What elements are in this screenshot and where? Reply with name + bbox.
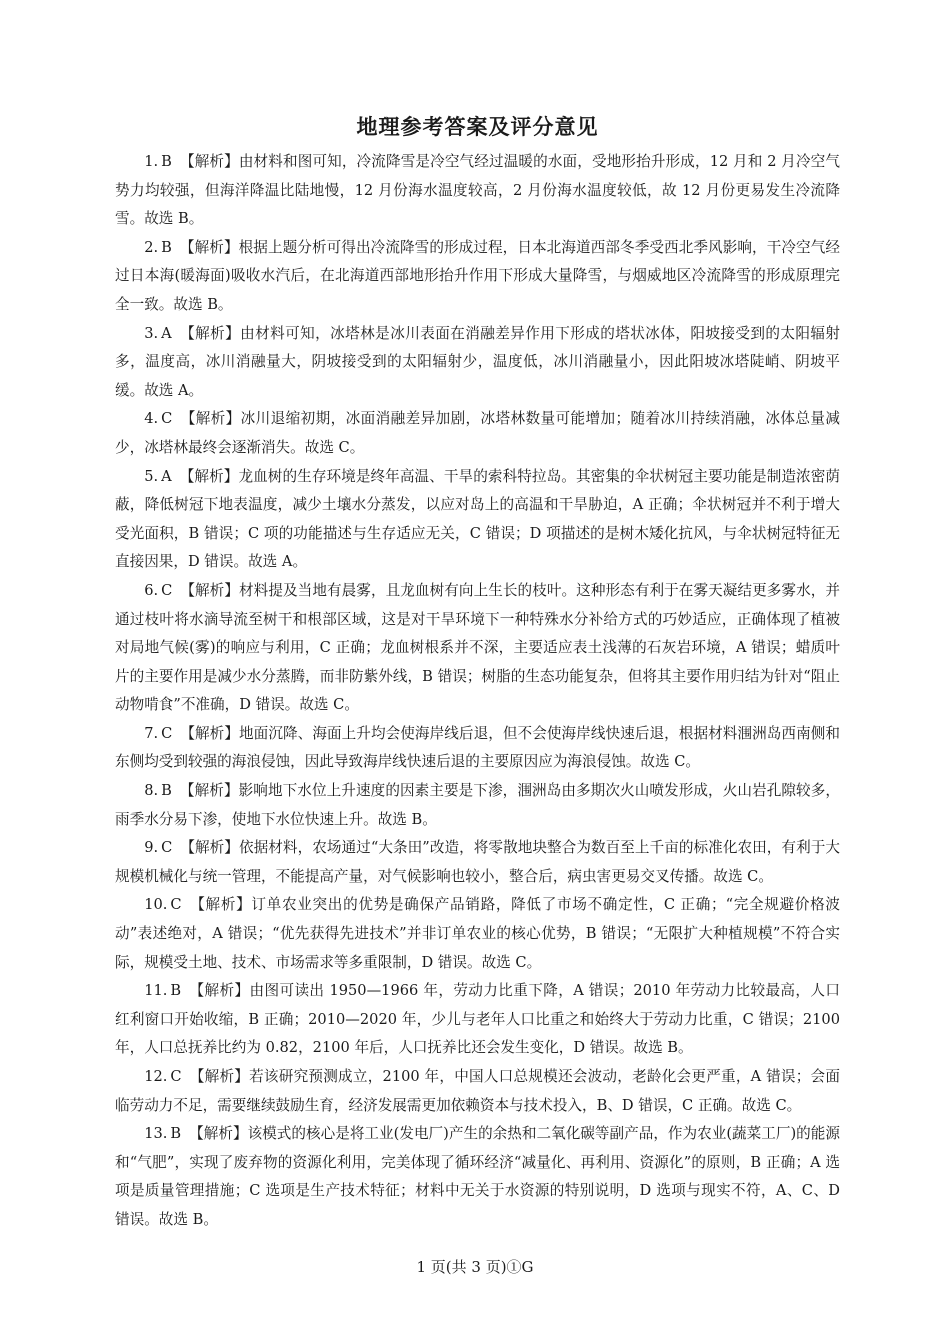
answer-letter: B — [170, 1125, 182, 1143]
analysis-tag: 【解析】 — [189, 1125, 248, 1143]
question-number: 11. — [144, 982, 168, 1000]
analysis-text: 订单农业突出的优势是确保产品销路，降低了市场不确定性，C 正确；“完全规避价格波动”表述绝对，A 错误；“优先获得先进技术”并非订单农业的核心优势，B 错误；“无限扩大种植规模”不符合实际，规模受土地、技术、市场需求等多重限制，D 错误。故选 C。 — [115, 896, 840, 971]
answer-item — [115, 834, 840, 891]
answer-item — [115, 405, 840, 462]
answer-item — [115, 1120, 840, 1234]
answer-letter: B — [161, 782, 172, 800]
answer-item — [115, 148, 840, 234]
analysis-tag: 【解析】 — [179, 467, 239, 485]
question-number: 12. — [144, 1068, 168, 1085]
analysis-tag: 【解析】 — [180, 839, 239, 857]
analysis-text: 由材料可知，冰塔林是冰川表面在消融差异作用下形成的塔状冰体，阳坡接受到的太阳辐射多，温度高，冰川消融量大，阴坡接受到的太阳辐射少，温度低，冰川消融量小，因此阳坡冰塔陡峭、阴坡平缓。故选 A。 — [115, 324, 840, 399]
analysis-text: 依据材料，农场通过“大条田”改造，将零散地块整合为数百至上千亩的标准化农田，有利于大规模机械化与统一管理，不能提高产量，对气候影响也较小，整合后，病虫害更易交叉传播。故选 C。 — [115, 839, 840, 885]
question-number: 7. — [144, 724, 159, 742]
question-number: 10. — [144, 896, 168, 914]
analysis-tag: 【解析】 — [189, 896, 252, 914]
analysis-text: 影响地下水位上升速度的因素主要是下渗，涠洲岛由多期次火山喷发形成，火山岩孔隙较多，雨季水分易下渗，使地下水位快速上升。故选 B。 — [115, 782, 840, 828]
answer-item — [115, 720, 840, 777]
analysis-tag: 【解析】 — [179, 238, 239, 256]
answer-letter: C — [170, 896, 182, 914]
answer-letter: B — [170, 982, 182, 1000]
analysis-tag: 【解析】 — [179, 153, 239, 170]
question-number: 2. — [144, 238, 159, 256]
analysis-tag: 【解析】 — [180, 724, 240, 742]
answer-item — [115, 463, 840, 577]
answer-item — [115, 977, 840, 1063]
analysis-text: 龙血树的生存环境是终年高温、干旱的索科特拉岛。其密集的伞状树冠主要功能是制造浓密荫蔽，降低树冠下地表温度，减少土壤水分蒸发，以应对岛上的高温和干旱胁迫，A 正确；伞状树冠并不利于增大受光面积，B 错误；C 项的功能描述与生存适应无关，C 错误；D 项描述的是树木矮化抗风，与伞状树冠特征无直接因果，D 错误。故选 A。 — [115, 467, 840, 571]
answer-item — [115, 1063, 840, 1120]
analysis-text: 由图可读出 1950—1966 年，劳动力比重下降，A 错误；2010 年劳动力比较最高，人口红利窗口开始收缩，B 正确；2010—2020 年，少儿与老年人口比重之和始终大于劳动力比重，C 错误；2100 年，人口总抚养比约为 0.82，2100 年后，人口抚养比还会发生变化，D 错误。故选 B。 — [115, 982, 840, 1057]
analysis-text: 材料提及当地有晨雾，且龙血树有向上生长的枝叶。这种形态有利于在雾天凝结更多雾水，并通过枝叶将水滴导流至树干和根部区域，这是对干旱环境下一种特殊水分补给方式的巧妙适应，正确体现了植被对局地气候(雾)的响应与利用，C 正确；龙血树根系并不深，主要适应表土浅薄的石灰岩环境，A 错误；蜡质叶片的主要作用是减少水分蒸腾，而非防紫外线，B 错误；树脂的生态功能复杂，但将其主要作用归结为针对“阻止动物啃食”不准确，D 错误。故选 C。 — [115, 581, 840, 714]
answer-item — [115, 891, 840, 977]
analysis-text: 根据上题分析可得出冷流降雪的形成过程，日本北海道西部冬季受西北季风影响，干冷空气经过日本海(暖海面)吸收水汽后，在北海道西部地形抬升作用下形成大量降雪，与烟威地区冷流降雪的形成原理完全一致。故选 B。 — [115, 238, 840, 313]
question-number: 3. — [144, 324, 159, 342]
answer-item — [115, 777, 840, 834]
answer-letter: C — [161, 724, 173, 742]
question-number: 5. — [144, 467, 159, 485]
page-title: 地理参考答案及评分意见 — [356, 114, 599, 139]
question-number: 6. — [144, 581, 159, 599]
answer-letter: C — [161, 410, 173, 428]
analysis-tag: 【解析】 — [179, 324, 241, 342]
analysis-text: 该模式的核心是将工业(发电厂)产生的余热和二氧化碳等副产品，作为农业(蔬菜工厂)的能源和“气肥”，实现了废弃物的资源化利用，完美体现了循环经济“减量化、再利用、资源化”的原则，B 正确；A 选项是质量管理措施；C 选项是生产技术特征；材料中无关于水资源的特别说明，D 选项与现实不符，A、C、D 错误。故选 B。 — [115, 1125, 840, 1228]
answer-letter: C — [161, 581, 173, 599]
question-number: 1. — [144, 153, 159, 170]
question-number: 4. — [144, 410, 159, 428]
analysis-tag: 【解析】 — [180, 410, 241, 428]
question-number: 13. — [144, 1125, 168, 1143]
analysis-text: 由材料和图可知，冷流降雪是冷空气经过温暖的水面，受地形抬升形成，12 月和 2 月冷空气势力均较强，但海洋降温比陆地慢，12 月份海水温度较高，2 月份海水温度较低，故 12 月份更易发生冷流降雪。故选 B。 — [115, 153, 840, 228]
analysis-text: 冰川退缩初期，冰面消融差异加剧，冰塔林数量可能增加；随着冰川持续消融，冰体总量减少，冰塔林最终会逐渐消失。故选 C。 — [115, 410, 840, 456]
answer-letter: C — [161, 839, 173, 857]
analysis-text: 若该研究预测成立，2100 年，中国人口总规模还会波动，老龄化会更严重，A 错误；会面临劳动力不足，需要继续鼓励生育，经济发展需更加依赖资本与技术投入，B、D 错误，C 正确。故选 C。 — [115, 1068, 840, 1114]
analysis-tag: 【解析】 — [180, 581, 240, 599]
answer-letter: C — [170, 1068, 182, 1085]
answer-letter: B — [161, 153, 172, 170]
answer-item — [115, 320, 840, 406]
analysis-text: 地面沉降、海面上升均会使海岸线后退，但不会使海岸线快速后退，根据材料涠洲岛西南侧和东侧均受到较强的海浪侵蚀，因此导致海岸线快速后退的主要原因应为海浪侵蚀。故选 C。 — [115, 724, 840, 771]
answer-letter: A — [161, 467, 172, 485]
page-footer: 1 页(共 3 页)①G — [416, 1258, 534, 1276]
answer-list — [115, 148, 840, 1235]
question-number: 8. — [144, 782, 159, 800]
analysis-tag: 【解析】 — [189, 982, 250, 1000]
answer-letter: B — [161, 238, 172, 256]
analysis-tag: 【解析】 — [179, 782, 239, 800]
analysis-tag: 【解析】 — [189, 1068, 250, 1085]
answer-item — [115, 577, 840, 720]
answer-item — [115, 234, 840, 320]
answer-letter: A — [161, 324, 172, 342]
question-number: 9. — [144, 839, 159, 857]
